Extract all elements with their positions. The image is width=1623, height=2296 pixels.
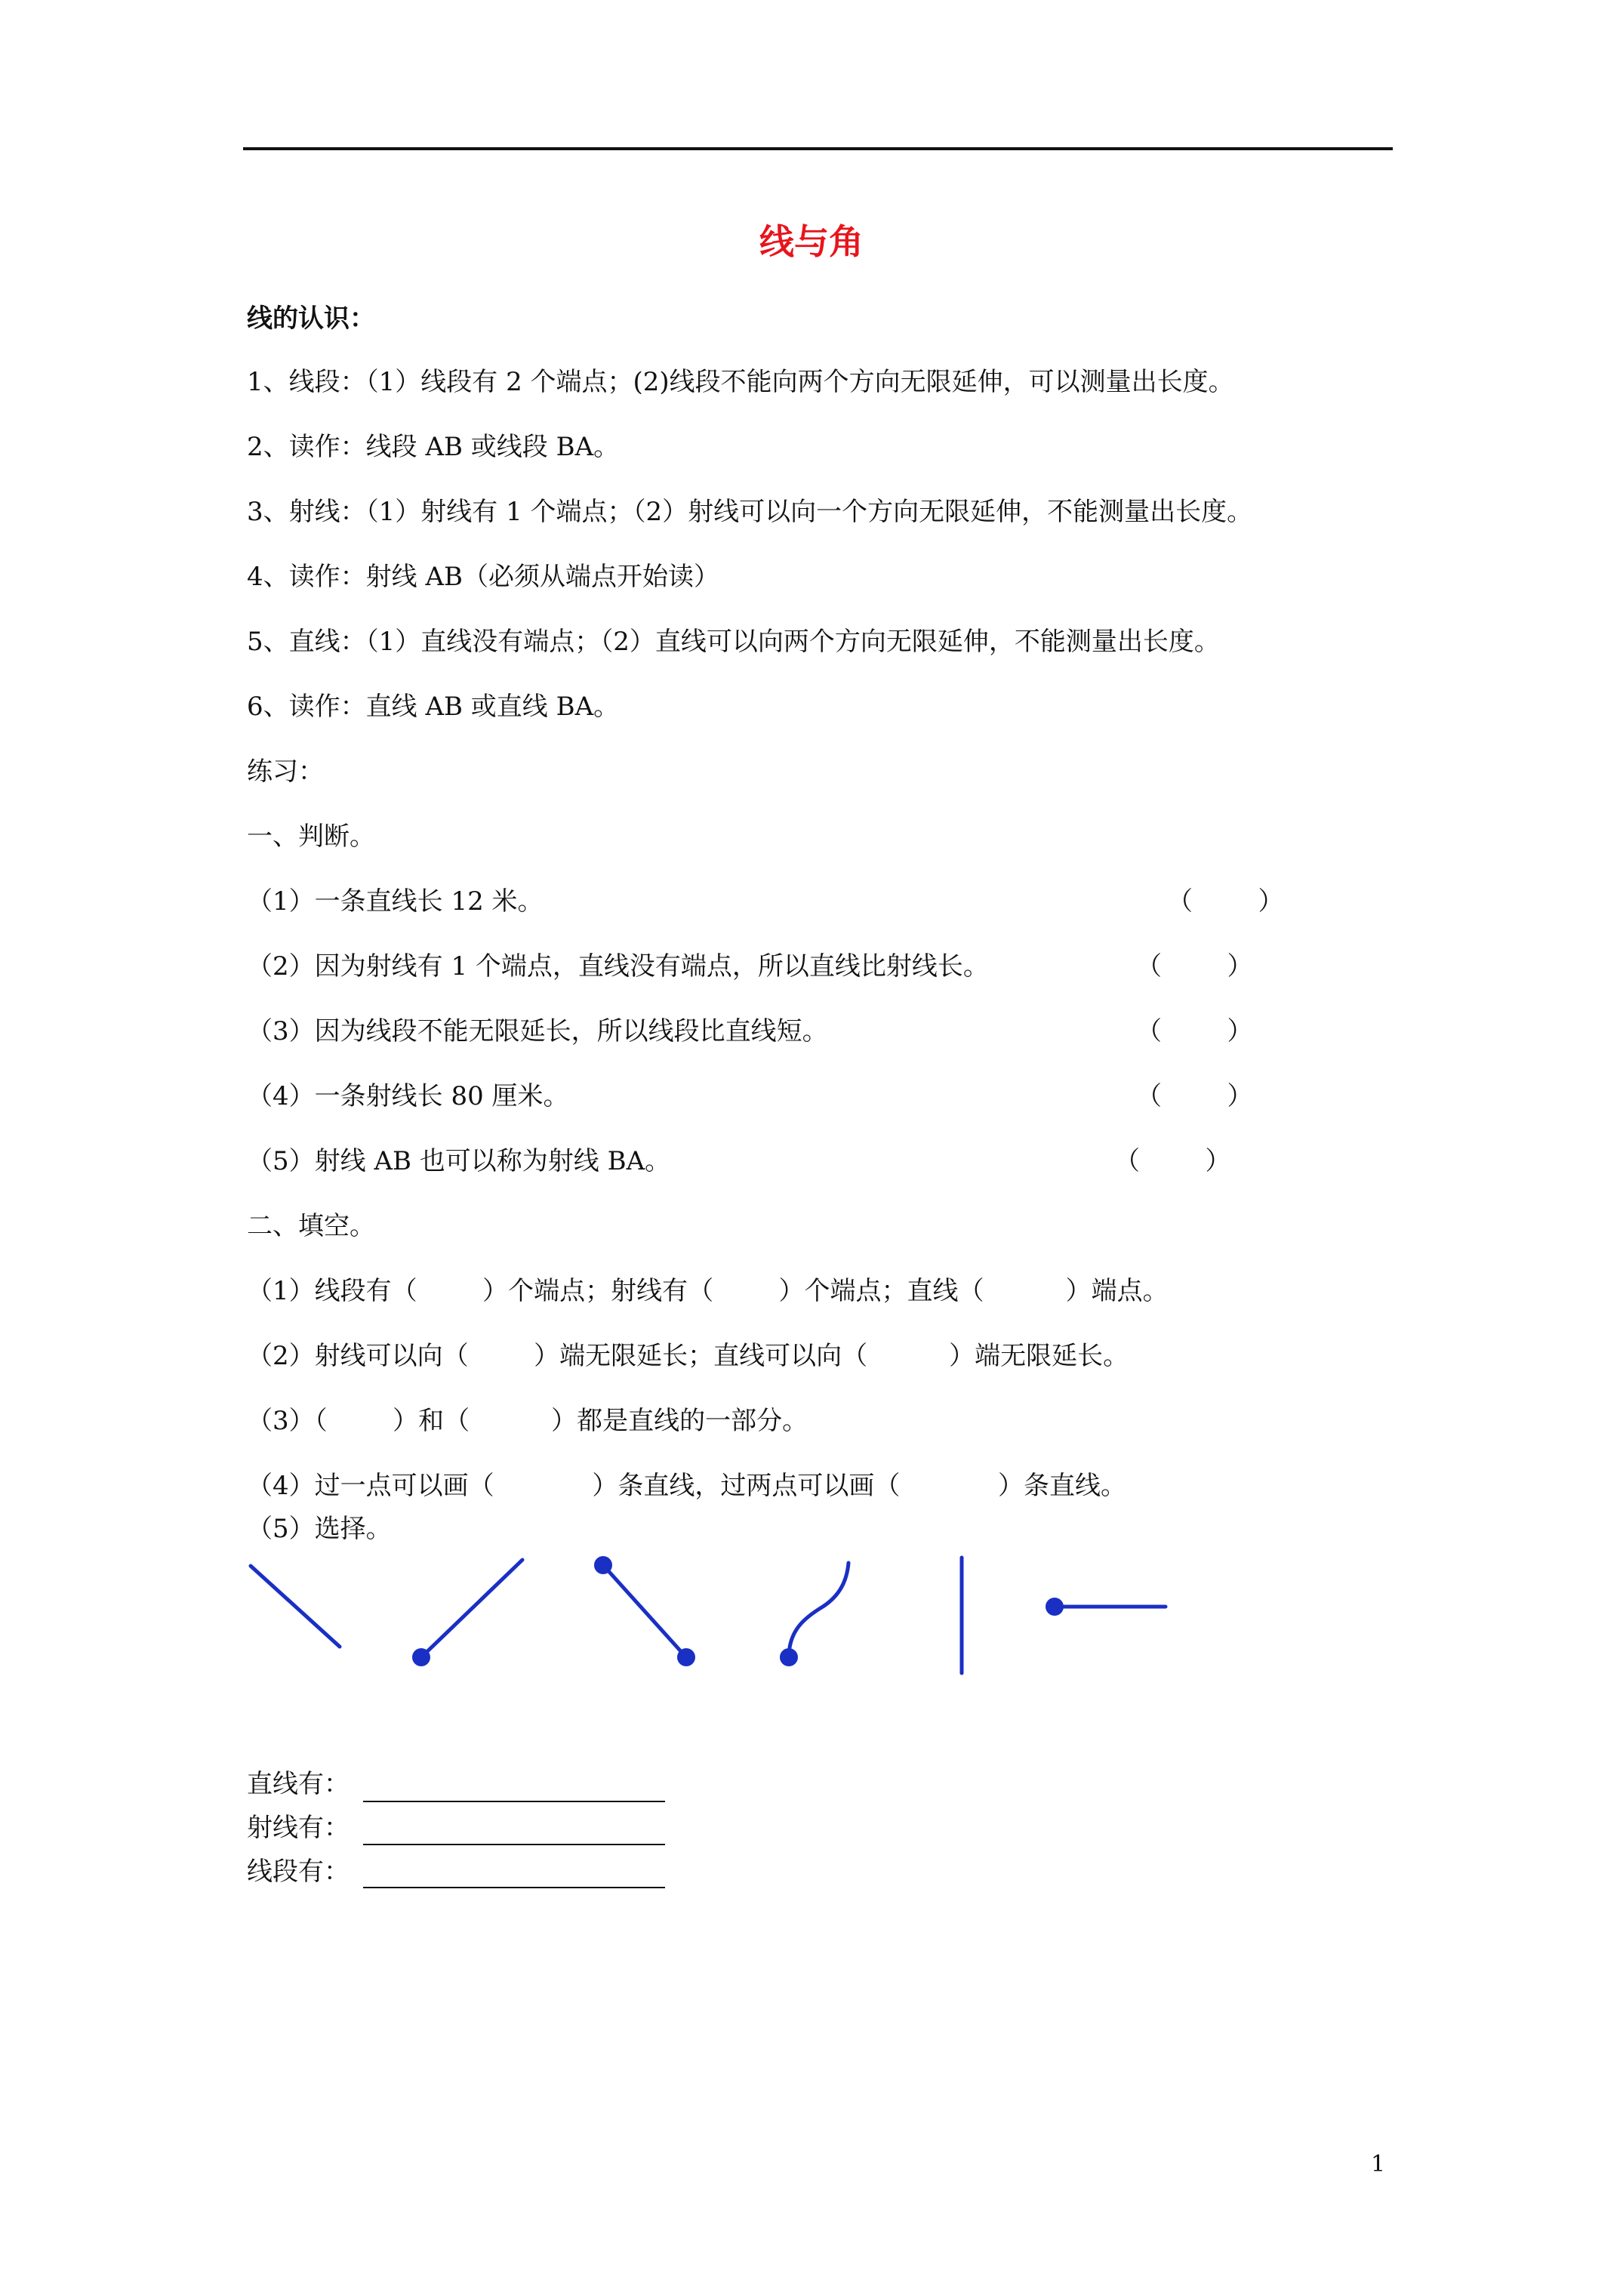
note-2: 2、读作：线段 AB 或线段 BA。 — [247, 432, 620, 462]
judge-heading: 一、判断。 — [247, 821, 375, 852]
figure-ray-diagonal — [412, 1560, 522, 1666]
note-1: 1、线段：（1）线段有 2 个端点；(2)线段不能向两个方向无限延伸，可以测量出长度。 — [247, 367, 1234, 397]
answer-paren-1[interactable]: （ ） — [1167, 886, 1284, 917]
figure-segment — [594, 1556, 695, 1666]
fill-item-4: （4）过一点可以画（ ）条直线，过两点可以画（ ）条直线。 — [247, 1471, 1127, 1501]
note-3: 3、射线：（1）射线有 1 个端点；（2）射线可以向一个方向无限延伸，不能测量出长度。 — [247, 497, 1253, 527]
judge-item-2: （2）因为射线有 1 个端点，直线没有端点，所以直线比射线长。 — [247, 951, 989, 982]
judge-item-5: （5）射线 AB 也可以称为射线 BA。 — [247, 1146, 671, 1176]
answer-paren-4[interactable]: （ ） — [1136, 1081, 1253, 1111]
note-5: 5、直线：（1）直线没有端点；（2）直线可以向两个方向无限延伸，不能测量出长度。 — [247, 627, 1220, 657]
page-number: 1 — [1371, 2151, 1386, 2177]
figure-line — [251, 1566, 340, 1647]
figure-ray-horizontal — [1046, 1598, 1166, 1616]
fill-heading: 二、填空。 — [247, 1211, 375, 1241]
answer-blank-segments[interactable] — [363, 1887, 665, 1888]
fill-item-5: （5）选择。 — [247, 1514, 392, 1544]
page-title: 线与角 — [759, 221, 864, 262]
answer-paren-5[interactable]: （ ） — [1114, 1146, 1231, 1176]
answer-label-rays: 射线有： — [247, 1813, 350, 1843]
answer-paren-2[interactable]: （ ） — [1136, 951, 1253, 982]
section-heading: 线的认识： — [247, 304, 375, 334]
answer-paren-3[interactable]: （ ） — [1136, 1016, 1253, 1046]
judge-item-3: （3）因为线段不能无限延长，所以线段比直线短。 — [247, 1016, 828, 1046]
note-6: 6、读作：直线 AB 或直线 BA。 — [247, 692, 620, 722]
answer-label-segments: 线段有： — [247, 1857, 350, 1887]
answer-label-lines: 直线有： — [247, 1769, 350, 1799]
answer-blank-lines[interactable] — [363, 1801, 665, 1802]
note-4: 4、读作：射线 AB（必须从端点开始读） — [247, 562, 719, 592]
fill-item-2: （2）射线可以向（ ）端无限延长；直线可以向（ ）端无限延长。 — [247, 1341, 1129, 1371]
answer-blank-rays[interactable] — [363, 1844, 665, 1845]
judge-item-1: （1）一条直线长 12 米。 — [247, 886, 544, 917]
fill-item-1: （1）线段有（ ）个端点；射线有（ ）个端点；直线（ ）端点。 — [247, 1276, 1169, 1306]
fill-item-3: （3）（ ）和（ ）都是直线的一部分。 — [247, 1406, 808, 1436]
figure-curve — [780, 1563, 848, 1666]
practice-label: 练习： — [247, 757, 324, 787]
judge-item-4: （4）一条射线长 80 厘米。 — [247, 1081, 569, 1111]
